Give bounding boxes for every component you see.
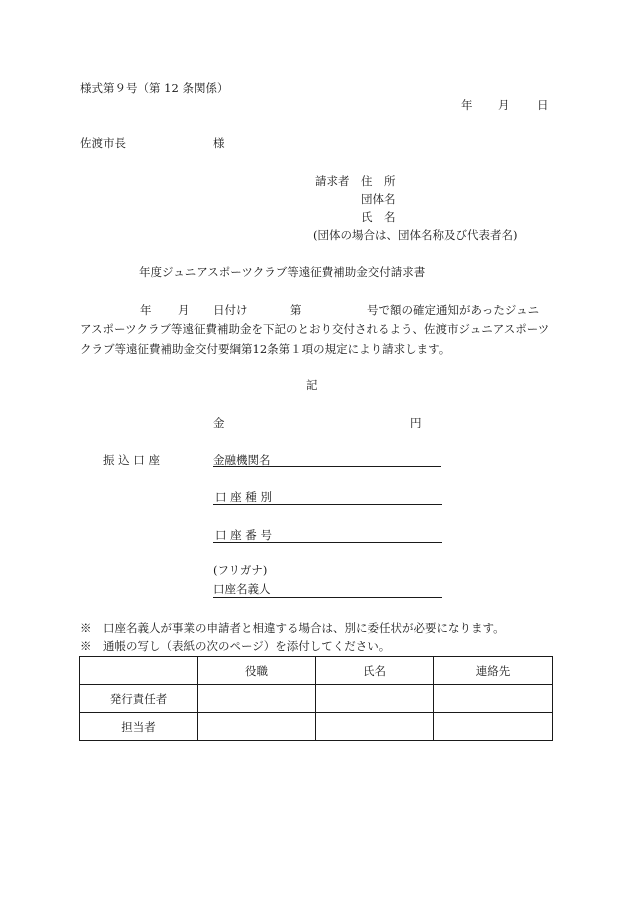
- bank-furigana-label: (フリガナ): [213, 563, 268, 577]
- requester-note: (団体の場合は、団体名称及び代表者名): [313, 228, 518, 242]
- body-no-prefix: 第: [290, 303, 302, 317]
- table-header-name: 氏名: [316, 657, 434, 685]
- cell-person-name[interactable]: [316, 713, 434, 741]
- requester-org-label: 団体名: [361, 192, 396, 206]
- body-year: 年: [140, 303, 152, 317]
- note-item: ※ 通帳の写し（表紙の次のページ）を添付してください。: [80, 639, 391, 653]
- date-month-label: 月: [498, 98, 510, 112]
- addressee-honorific: 様: [213, 136, 225, 150]
- bank-section-label: 振 込 口 座: [103, 453, 160, 467]
- table-row: [80, 713, 553, 741]
- body-month: 月: [178, 303, 190, 317]
- cell-person-position[interactable]: [198, 713, 316, 741]
- bank-holder-label: 口座名義人: [213, 582, 271, 596]
- ki-label: 記: [306, 378, 318, 392]
- body-line1-tail: 号で額の確定通知があったジュニ: [367, 303, 540, 317]
- bank-account-number-line: [213, 542, 442, 543]
- body-paragraph: アスポーツクラブ等遠征費補助金を下記のとおり交付されるよう、佐渡市ジュニアスポーツクラブ等遠征費補助金交付要綱第12条第１項の規定により請求します。: [80, 322, 550, 356]
- cell-issuer-contact[interactable]: [434, 685, 553, 713]
- bank-account-type-label: 口 座 種 別: [215, 490, 272, 504]
- form-number: 様式第９号（第 12 条関係）: [80, 81, 229, 95]
- body-date-suffix: 日付け: [213, 303, 248, 317]
- responsible-table: [79, 656, 553, 741]
- requester-label: 請求者: [315, 174, 350, 188]
- bank-account-type-line: [213, 504, 442, 505]
- addressee-mayor: 佐渡市長: [80, 136, 126, 150]
- table-header-position: 役職: [198, 657, 316, 685]
- bank-institution-line: [213, 466, 441, 467]
- bank-account-number-label: 口 座 番 号: [215, 528, 272, 542]
- bank-holder-line: [213, 597, 442, 598]
- bank-institution-label: 金融機関名: [213, 453, 271, 467]
- row-label-issuer: 発行責任者: [80, 685, 198, 713]
- table-header-contact: 連絡先: [434, 657, 553, 685]
- row-label-person-in-charge: 担当者: [80, 713, 198, 741]
- cell-issuer-position[interactable]: [198, 685, 316, 713]
- note-item: ※ 口座名義人が事業の申請者と相違する場合は、別に委任状が必要になります。: [80, 621, 505, 635]
- cell-issuer-name[interactable]: [316, 685, 434, 713]
- table-row: [80, 685, 553, 713]
- table-header-row: [80, 657, 553, 685]
- date-day-label: 日: [537, 98, 549, 112]
- requester-name-label: 氏 名: [361, 210, 396, 224]
- date-year-label: 年: [461, 98, 473, 112]
- table-header-empty: [80, 657, 198, 685]
- document-title: 年度ジュニアスポーツクラブ等遠征費補助金交付請求書: [139, 265, 426, 279]
- requester-address-label: 住 所: [361, 174, 396, 188]
- amount-unit: 円: [410, 416, 422, 430]
- amount-label: 金: [213, 416, 225, 430]
- cell-person-contact[interactable]: [434, 713, 553, 741]
